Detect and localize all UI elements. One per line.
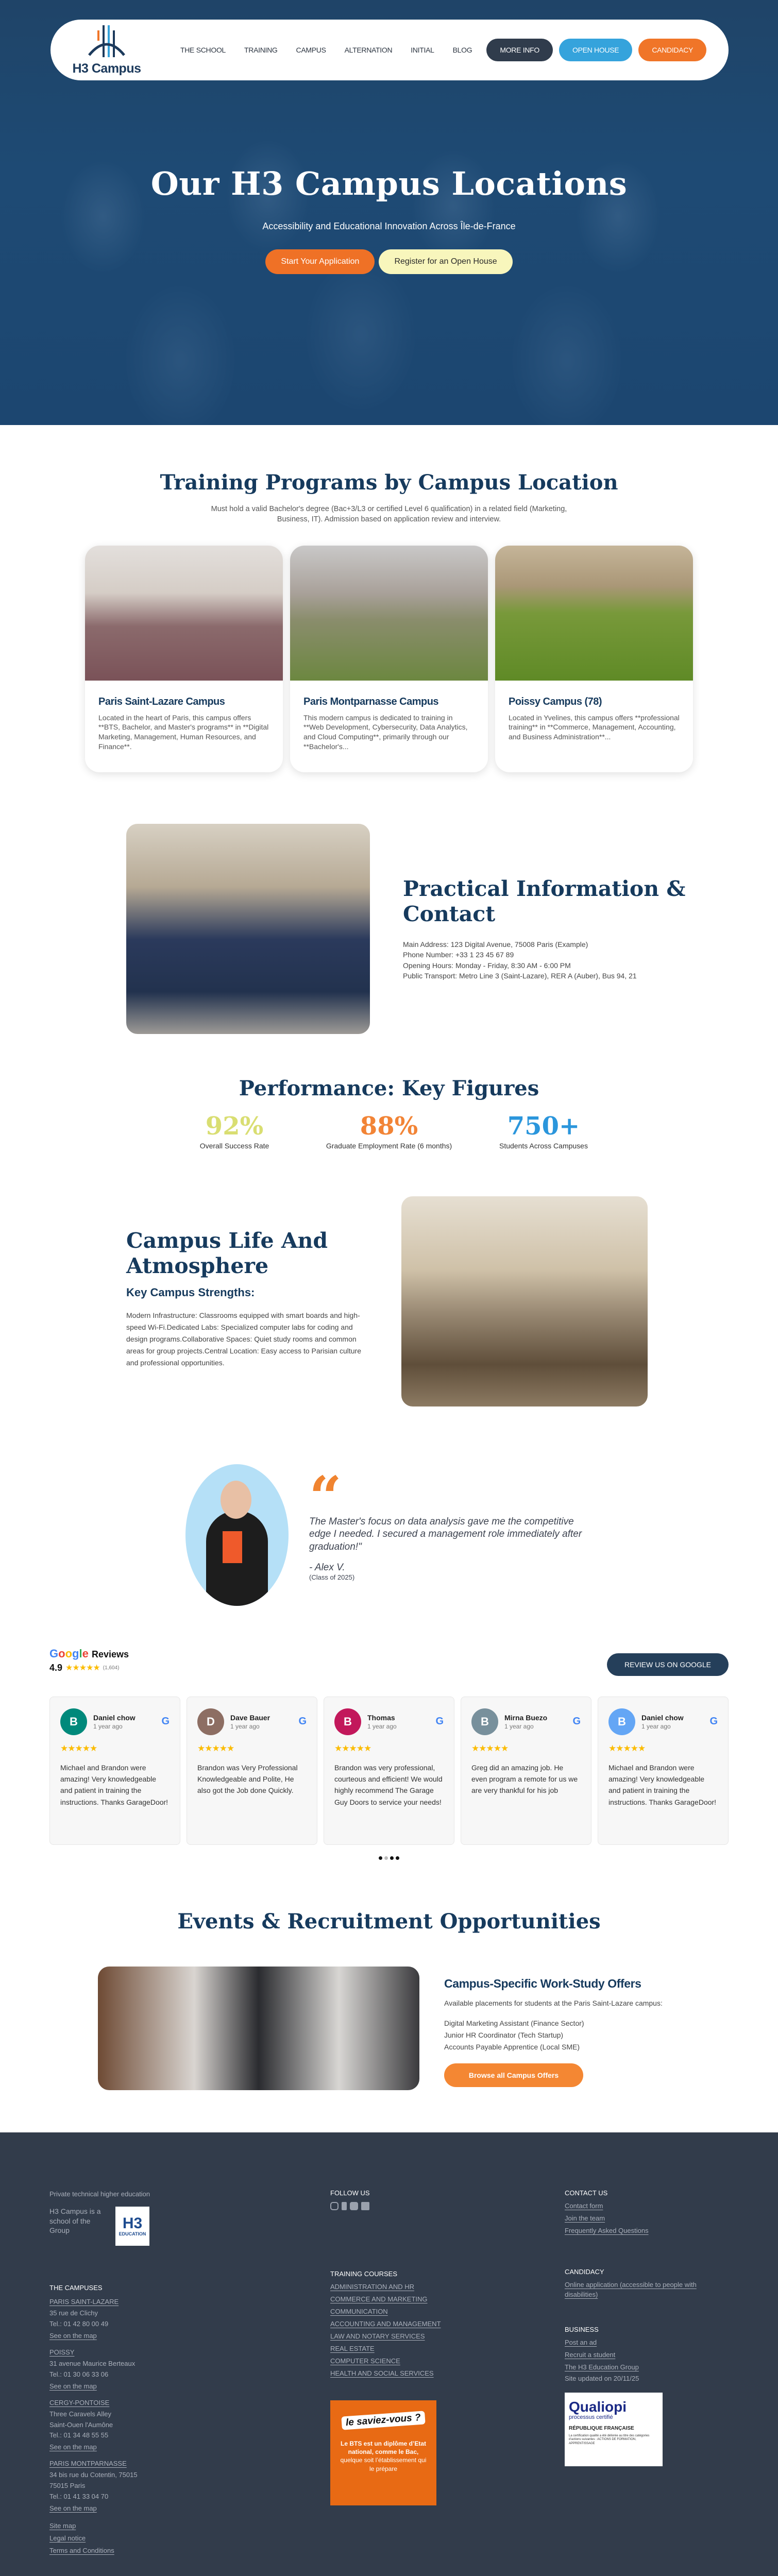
qualiopi-certification-badge <box>565 2393 663 2466</box>
review-us-button[interactable]: REVIEW US ON GOOGLE <box>607 1653 729 1676</box>
course-link[interactable]: LAW AND NOTARY SERVICES <box>330 2332 425 2340</box>
avatar: D <box>197 1708 224 1735</box>
events-title: Events & Recruitment Opportunities <box>177 1909 601 1934</box>
h3-education-logo[interactable] <box>115 2207 149 2246</box>
carousel-dot[interactable] <box>396 1856 399 1860</box>
course-link[interactable]: COMMUNICATION <box>330 2307 388 2315</box>
avatar: B <box>608 1708 635 1735</box>
reviewer-name: Daniel chow <box>93 1713 136 1722</box>
contact-details <box>403 939 778 981</box>
stat-value: 88% <box>360 1111 418 1141</box>
training-section <box>0 425 778 772</box>
recruit-student-link[interactable]: Recruit a student <box>565 2350 616 2359</box>
work-study-offers <box>444 2018 663 2053</box>
nav-links <box>171 46 481 54</box>
google-reviews-header <box>49 1647 129 1660</box>
google-g-icon: G <box>298 1716 307 1727</box>
campus-card-poissy[interactable] <box>495 546 693 772</box>
qualiopi-logo-text: Qualiopi <box>569 2398 627 2415</box>
hero-cta-group <box>0 249 778 274</box>
testimonial-section <box>0 1406 778 1606</box>
offer-item: Junior HR Coordinator (Tech Startup) <box>444 2030 564 2039</box>
testimonial-author: - Alex V. <box>309 1562 345 1573</box>
reviews-label: Reviews <box>91 1649 129 1659</box>
course-link[interactable]: HEALTH AND SOCIAL SERVICES <box>330 2369 434 2377</box>
campus-link-saint-lazare[interactable]: PARIS SAINT-LAZARE <box>49 2298 119 2306</box>
reviewer-name: Daniel chow <box>641 1713 684 1722</box>
star-rating-icon: ★★★★★ <box>334 1743 371 1753</box>
phone-number: Phone Number: +33 1 23 45 67 89 <box>403 951 514 959</box>
training-description: Must hold a valid Bachelor's degree (Bac+3/L3 or certified Level 6 qualification) in a related field (Marketing, Business, IT). Admission based on application review and interview. <box>211 505 567 524</box>
nav-link-blog[interactable]: BLOG <box>452 46 472 54</box>
quote-icon: “ <box>309 1463 342 1530</box>
stat-employment-rate <box>312 1112 466 1150</box>
campus-cards <box>0 546 778 772</box>
review-time: 1 year ago <box>367 1722 397 1730</box>
star-rating-icon: ★★★★★ <box>60 1743 97 1753</box>
social-icons <box>330 2202 565 2210</box>
campus-phone: Tel.: 01 30 06 33 06 <box>49 2370 109 2378</box>
offer-item: Digital Marketing Assistant (Finance Sector) <box>444 2019 584 2027</box>
practical-info-section <box>0 772 778 1034</box>
campus-phone: Tel.: 01 34 48 55 55 <box>49 2431 109 2439</box>
testimonial-class: (Class of 2025) <box>309 1573 355 1581</box>
footer-tagline: Private technical higher education <box>49 2190 150 2198</box>
student-portrait <box>185 1464 289 1606</box>
review-time: 1 year ago <box>93 1722 123 1730</box>
instagram-icon[interactable] <box>330 2202 339 2210</box>
faq-link[interactable]: Frequently Asked Questions <box>565 2226 649 2234</box>
join-team-link[interactable]: Join the team <box>565 2214 605 2222</box>
browse-offers-button[interactable]: Browse all Campus Offers <box>444 2063 583 2087</box>
review-text: Brandon was Very Professional Knowledgeable and Polite, He also got the Job done Quickly. <box>197 1763 298 1795</box>
site-footer <box>0 2132 778 2576</box>
campus-photo <box>290 546 488 681</box>
qualiopi-note: La certification qualité a été délivrée au titre des catégories d'actions suivantes : ACTIONS DE FORMATION, APPRENTISSAGE <box>569 2434 650 2446</box>
review-text: Michael and Brandon were amazing! Very knowledgeable and patient in training the instructions. Thanks GarageDoor! <box>60 1763 168 1806</box>
opening-hours: Opening Hours: Monday - Friday, 8:30 AM - 6:00 PM <box>403 961 571 970</box>
h3-group-link[interactable]: The H3 Education Group <box>565 2363 639 2371</box>
campus-life-photo <box>401 1196 648 1406</box>
hero-content <box>0 165 778 274</box>
campus-card-saint-lazare[interactable] <box>85 546 283 772</box>
more-info-button[interactable]: MORE INFO <box>486 39 553 61</box>
offer-item: Accounts Payable Apprentice (Local SME) <box>444 2042 580 2051</box>
stat-students <box>466 1112 621 1150</box>
campus-photo <box>495 546 693 681</box>
stat-label: Students Across Campuses <box>499 1141 588 1150</box>
campus-phone: Tel.: 01 42 80 00 49 <box>49 2320 109 2328</box>
review-text: Greg did an amazing job. He even program a remote for us we are very thankful for his job <box>471 1763 578 1795</box>
campus-address: Three Caravels Alley <box>49 2410 111 2418</box>
campus-card-title: Poissy Campus (78) <box>509 696 602 707</box>
google-g-icon: G <box>709 1716 718 1727</box>
course-link[interactable]: ADMINISTRATION AND HR <box>330 2282 414 2291</box>
stat-value: 750+ <box>507 1111 580 1141</box>
contact-heading: CONTACT US <box>565 2189 608 2197</box>
business-heading: BUSINESS <box>565 2325 599 2333</box>
testimonial-quote: The Master's focus on data analysis gave me the competitive edge I needed. I secured a management role immediately after graduation!" <box>309 1516 582 1552</box>
campus-address: 31 avenue Maurice Berteaux <box>49 2360 136 2368</box>
main-address: Main Address: 123 Digital Avenue, 75008 Paris (Example) <box>403 940 588 949</box>
hero-section <box>0 0 778 425</box>
see-map-link[interactable]: See on the map <box>49 2382 97 2390</box>
campus-card-title: Paris Saint-Lazare Campus <box>98 696 225 707</box>
campus-life-section <box>0 1150 778 1406</box>
education-logo-text: EDUCATION <box>119 2231 146 2237</box>
group-text: H3 Campus is a school of the Group <box>49 2207 101 2234</box>
qualiopi-sub: processus certifié <box>569 2414 613 2420</box>
review-time: 1 year ago <box>641 1722 671 1730</box>
training-title: Training Programs by Campus Location <box>160 470 618 495</box>
open-house-button[interactable]: OPEN HOUSE <box>559 39 632 61</box>
stat-label: Overall Success Rate <box>199 1141 269 1150</box>
stat-label: Graduate Employment Rate (6 months) <box>326 1141 452 1150</box>
saviez-bold-text: Le BTS est un diplôme d’Etat national, comme le Bac, <box>340 2439 426 2456</box>
campus-link-poissy[interactable]: POISSY <box>49 2348 75 2357</box>
nav-link-alternation[interactable]: ALTERNATION <box>344 46 393 54</box>
logo-text: H3 Campus <box>72 61 141 76</box>
campus-address: 75015 Paris <box>49 2482 86 2490</box>
carousel-dot[interactable] <box>379 1856 382 1860</box>
campus-address: 34 bis rue du Cotentin, 75015 <box>49 2471 138 2479</box>
h3-logo-icon <box>86 24 127 60</box>
nav-link-the-school[interactable]: THE SCHOOL <box>180 46 226 54</box>
key-figures <box>0 1112 778 1150</box>
star-rating-icon: ★★★★★ <box>471 1743 509 1753</box>
stat-success-rate <box>157 1112 312 1150</box>
avatar: B <box>334 1708 361 1735</box>
performance-title: Performance: Key Figures <box>239 1076 539 1100</box>
site-logo[interactable] <box>68 24 145 76</box>
google-g-icon: G <box>572 1716 581 1727</box>
campuses-heading: THE CAMPUSES <box>49 2284 103 2292</box>
carousel-pagination <box>49 1856 729 1860</box>
youtube-icon[interactable] <box>350 2202 358 2210</box>
course-link[interactable]: REAL ESTATE <box>330 2344 375 2352</box>
nav-buttons <box>486 39 706 61</box>
hero-title: Our H3 Campus Locations <box>150 165 628 202</box>
terms-link[interactable]: Terms and Conditions <box>49 2546 114 2554</box>
carousel-dot[interactable] <box>390 1856 394 1860</box>
review-card <box>461 1697 591 1845</box>
rating-stars-icon: ★★★★★ <box>65 1664 100 1673</box>
review-count: (1,604) <box>103 1665 120 1671</box>
campus-phone: Tel.: 01 41 33 04 70 <box>49 2492 109 2500</box>
saviez-heading: le saviez-vous ? <box>341 2411 425 2430</box>
tiktok-icon[interactable] <box>342 2202 347 2210</box>
star-rating-icon: ★★★★★ <box>197 1743 234 1753</box>
legal-notice-link[interactable]: Legal notice <box>49 2534 86 2542</box>
see-map-link[interactable]: See on the map <box>49 2504 97 2512</box>
see-map-link[interactable]: See on the map <box>49 2443 97 2451</box>
group-photo <box>126 824 370 1034</box>
work-study-title: Campus-Specific Work-Study Offers <box>444 1976 641 1990</box>
review-card <box>324 1697 454 1845</box>
campus-life-text: Modern Infrastructure: Classrooms equipped with smart boards and high-speed Wi-Fi.Dedicated Labs: Specialized computer labs for coding and design programs.Collaborative Spaces: Quiet study rooms and common areas for group projects.Central Location: Easy access to Parisian culture and professional opportunities. <box>126 1311 362 1367</box>
contact-form-link[interactable]: Contact form <box>565 2201 603 2210</box>
campus-address: Saint-Ouen l'Aumône <box>49 2420 113 2429</box>
see-map-link[interactable]: See on the map <box>49 2332 97 2340</box>
carousel-dot[interactable] <box>384 1856 388 1860</box>
site-updated: Site updated on 20/11/25 <box>565 2374 639 2382</box>
review-time: 1 year ago <box>504 1722 534 1730</box>
review-card <box>598 1697 729 1845</box>
start-application-button[interactable]: Start Your Application <box>265 249 375 274</box>
public-transport: Public Transport: Metro Line 3 (Saint-Lazare), RER A (Auber), Bus 94, 21 <box>403 972 637 980</box>
post-ad-link[interactable]: Post an ad <box>565 2338 597 2346</box>
saviez-vous-banner[interactable] <box>330 2400 436 2505</box>
online-application-link[interactable]: Online application (accessible to people with disabilities) <box>565 2280 697 2299</box>
review-card <box>187 1697 317 1845</box>
reviewer-name: Dave Bauer <box>230 1713 270 1722</box>
course-link[interactable]: ACCOUNTING AND MANAGEMENT <box>330 2319 441 2328</box>
reviewer-name: Mirna Buezo <box>504 1713 548 1722</box>
follow-heading: FOLLOW US <box>330 2189 370 2197</box>
campus-life-subtitle: Key Campus Strengths: <box>126 1285 255 1299</box>
reviewer-name: Thomas <box>367 1713 395 1722</box>
classroom-photo <box>98 1967 419 2090</box>
campus-link-montparnasse[interactable]: PARIS MONTPARNASSE <box>49 2460 127 2468</box>
register-open-house-button[interactable]: Register for an Open House <box>379 249 512 274</box>
stat-value: 92% <box>205 1111 264 1141</box>
training-courses-heading: TRAINING COURSES <box>330 2269 398 2278</box>
review-text: Brandon was very professional, courteous and efficient! We would highly recommend The Garage Guy Doors to service your needs! <box>334 1763 443 1806</box>
star-rating-icon: ★★★★★ <box>608 1743 646 1753</box>
nav-link-training[interactable]: TRAINING <box>244 46 278 54</box>
google-g-icon: G <box>435 1716 444 1727</box>
campus-link-cergy[interactable]: CERGY-PONTOISE <box>49 2398 110 2406</box>
performance-section <box>0 1034 778 1150</box>
overall-rating: 4.9 <box>49 1662 63 1673</box>
google-reviews-section <box>0 1606 778 1860</box>
campus-life-title: Campus Life And Atmosphere <box>126 1228 328 1278</box>
candidacy-button[interactable]: CANDIDACY <box>638 39 706 61</box>
review-time: 1 year ago <box>230 1722 260 1730</box>
campus-address: 35 rue de Clichy <box>49 2309 98 2317</box>
google-g-icon: G <box>161 1716 170 1727</box>
course-link[interactable]: COMMERCE AND MARKETING <box>330 2295 428 2303</box>
site-map-link[interactable]: Site map <box>49 2521 76 2530</box>
google-logo: Google <box>49 1647 89 1660</box>
nav-link-campus[interactable]: CAMPUS <box>296 46 326 54</box>
work-study-intro: Available placements for students at the Paris Saint-Lazare campus: <box>444 1998 663 2007</box>
candidacy-heading: CANDIDACY <box>565 2267 604 2276</box>
nav-link-initial[interactable]: INITIAL <box>411 46 434 54</box>
campus-card-montparnasse[interactable] <box>290 546 488 772</box>
saviez-text: quelque soit l’établissement qui le prépare <box>340 2456 427 2472</box>
h3-logo-text: H3 <box>122 2215 143 2232</box>
campus-card-text: This modern campus is dedicated to training in **Web Development, Cybersecurity, Data Analytics, and Cloud Computing**, primarily through our **Bachelor's... <box>303 713 468 751</box>
review-text: Michael and Brandon were amazing! Very knowledgeable and patient in training the instructions. Thanks GarageDoor! <box>608 1763 717 1806</box>
campus-card-text: Located in the heart of Paris, this campus offers **BTS, Bachelor, and Master's programs** in **Digital Marketing, Management, Human Resources, and Finance**. <box>98 713 269 751</box>
avatar: B <box>60 1708 87 1735</box>
campus-photo <box>85 546 283 681</box>
hero-subtitle: Accessibility and Educational Innovation Across Île-de-France <box>262 221 516 231</box>
campus-card-text: Located in Yvelines, this campus offers **professional training** in **Commerce, Management, Accounting, and Business Administration**... <box>509 713 680 741</box>
main-navigation <box>50 20 729 80</box>
campus-card-title: Paris Montparnasse Campus <box>303 696 439 707</box>
review-card <box>49 1697 180 1845</box>
republique-francaise-text: RÉPUBLIQUE FRANÇAISE <box>569 2425 634 2431</box>
avatar: B <box>471 1708 498 1735</box>
linkedin-icon[interactable] <box>361 2202 369 2210</box>
course-link[interactable]: COMPUTER SCIENCE <box>330 2357 400 2365</box>
events-section <box>0 1860 778 2090</box>
review-carousel <box>49 1697 729 1845</box>
practical-title: Practical Information & Contact <box>403 876 686 926</box>
